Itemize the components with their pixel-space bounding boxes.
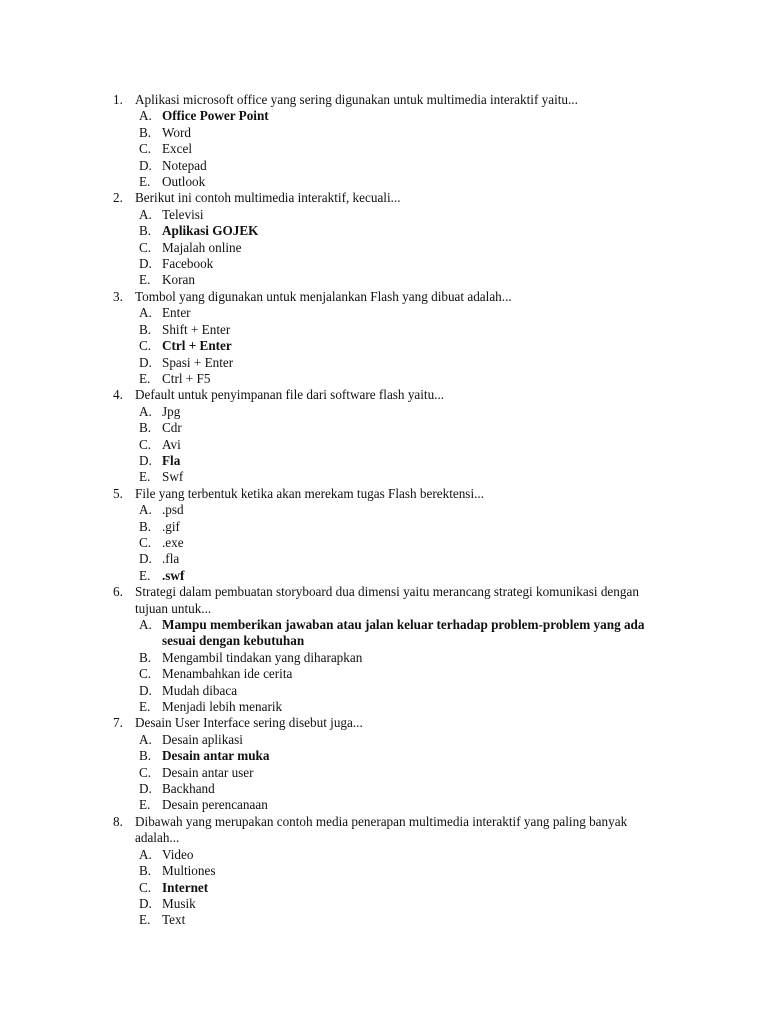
- option-list: [0, 617, 768, 715]
- option-text: Avi: [162, 436, 181, 452]
- option-letter: E.: [139, 699, 151, 715]
- option-text: .fla: [162, 551, 180, 567]
- option-text: Multiones: [162, 863, 216, 879]
- question-3: [0, 289, 768, 387]
- question-6-option-c: [0, 666, 768, 682]
- option-letter: D.: [139, 157, 152, 173]
- option-text: Office Power Point: [162, 108, 269, 124]
- option-letter: C.: [139, 239, 152, 255]
- option-text: Facebook: [162, 256, 214, 272]
- option-letter: B.: [139, 223, 152, 239]
- option-text: Spasi + Enter: [162, 354, 234, 370]
- option-list: [0, 404, 768, 486]
- option-letter: E.: [139, 272, 151, 288]
- question-2-option-b-correct: [0, 223, 768, 239]
- option-text: Notepad: [162, 157, 207, 173]
- option-letter: B.: [139, 321, 152, 337]
- question-7-option-b-correct: [0, 748, 768, 764]
- option-letter: D.: [139, 452, 152, 468]
- option-text: Ctrl + Enter: [162, 338, 232, 354]
- question-7-option-e: [0, 797, 768, 813]
- option-letter: A.: [139, 108, 152, 124]
- question-8: [0, 814, 768, 929]
- question-3-option-c-correct: [0, 338, 768, 354]
- option-text: Desain perencanaan: [162, 797, 268, 813]
- question-7: [0, 715, 768, 813]
- option-letter: E.: [139, 174, 151, 190]
- question-2: [0, 190, 768, 288]
- question-stem: [0, 190, 768, 206]
- question-5-option-a: [0, 502, 768, 518]
- option-text: Fla: [162, 452, 181, 468]
- question-2-option-a: [0, 207, 768, 223]
- option-letter: D.: [139, 895, 152, 911]
- option-text: Desain antar user: [162, 764, 254, 780]
- option-letter: C.: [139, 338, 152, 354]
- option-text: Enter: [162, 305, 191, 321]
- option-list: [0, 207, 768, 289]
- option-text: Word: [162, 124, 191, 140]
- question-text: Strategi dalam pembuatan storyboard dua dimensi yaitu merancang strategi komunikasi dengan tujuan untuk...: [135, 584, 639, 616]
- question-stem: [0, 92, 768, 108]
- option-list: [0, 108, 768, 190]
- question-text: Default untuk penyimpanan file dari software flash yaitu...: [135, 387, 445, 403]
- question-3-option-b: [0, 322, 768, 338]
- option-list: [0, 502, 768, 584]
- option-text: .psd: [162, 502, 184, 518]
- question-3-option-e: [0, 371, 768, 387]
- question-8-option-d: [0, 896, 768, 912]
- option-text: Shift + Enter: [162, 321, 231, 337]
- option-letter: D.: [139, 781, 152, 797]
- question-7-option-d: [0, 781, 768, 797]
- question-3-option-a: [0, 305, 768, 321]
- option-text: Desain antar muka: [162, 748, 270, 764]
- option-text: Swf: [162, 469, 184, 485]
- option-text: Jpg: [162, 403, 181, 419]
- question-number: 4.: [113, 387, 123, 403]
- question-7-option-c: [0, 765, 768, 781]
- question-4-option-e: [0, 469, 768, 485]
- question-4-option-b: [0, 420, 768, 436]
- option-letter: B.: [139, 748, 152, 764]
- option-text: Menambahkan ide cerita: [162, 666, 293, 682]
- option-text: .gif: [162, 518, 180, 534]
- option-text: Outlook: [162, 174, 206, 190]
- option-letter: C.: [139, 666, 152, 682]
- option-letter: E.: [139, 567, 151, 583]
- question-6-option-d: [0, 683, 768, 699]
- question-text: File yang terbentuk ketika akan merekam tugas Flash berektensi...: [135, 485, 484, 501]
- option-letter: C.: [139, 436, 152, 452]
- question-5-option-b: [0, 519, 768, 535]
- option-text: .exe: [162, 534, 184, 550]
- option-text: Aplikasi GOJEK: [162, 223, 259, 239]
- option-text: Cdr: [162, 420, 182, 436]
- option-letter: B.: [139, 124, 152, 140]
- question-4-option-a: [0, 404, 768, 420]
- question-list: [0, 92, 768, 929]
- question-stem: [0, 486, 768, 502]
- question-stem: [0, 584, 768, 617]
- option-letter: E.: [139, 797, 151, 813]
- option-text: Mampu memberikan jawaban atau jalan keluar terhadap problem-problem yang ada sesuai dengan kebutuhan: [162, 617, 645, 649]
- option-letter: A.: [139, 502, 152, 518]
- option-letter: B.: [139, 649, 152, 665]
- option-letter: E.: [139, 469, 151, 485]
- option-letter: D.: [139, 354, 152, 370]
- question-stem: [0, 387, 768, 403]
- option-letter: A.: [139, 731, 152, 747]
- option-letter: A.: [139, 206, 152, 222]
- question-number: 5.: [113, 485, 123, 501]
- option-text: Majalah online: [162, 239, 242, 255]
- option-letter: D.: [139, 256, 152, 272]
- question-number: 1.: [113, 92, 123, 107]
- question-text: Aplikasi microsoft office yang sering digunakan untuk multimedia interaktif yaitu...: [135, 92, 578, 107]
- question-2-option-d: [0, 256, 768, 272]
- option-text: Internet: [162, 879, 209, 895]
- option-text: Ctrl + F5: [162, 370, 211, 386]
- option-letter: E.: [139, 370, 151, 386]
- question-text: Berikut ini contoh multimedia interaktif, kecuali...: [135, 190, 401, 206]
- question-2-option-c: [0, 240, 768, 256]
- option-list: [0, 305, 768, 387]
- option-text: Televisi: [162, 206, 204, 222]
- question-4-option-c: [0, 437, 768, 453]
- question-6-option-a-correct: [0, 617, 768, 650]
- option-text: Backhand: [162, 781, 215, 797]
- option-text: Koran: [162, 272, 195, 288]
- option-text: Excel: [162, 141, 193, 157]
- question-stem: [0, 814, 768, 847]
- question-1-option-e: [0, 174, 768, 190]
- option-letter: C.: [139, 534, 152, 550]
- question-5-option-e-correct: [0, 568, 768, 584]
- question-6-option-b: [0, 650, 768, 666]
- option-letter: A.: [139, 846, 152, 862]
- option-text: Mudah dibaca: [162, 682, 238, 698]
- option-list: [0, 847, 768, 929]
- question-number: 8.: [113, 813, 123, 829]
- question-8-option-b: [0, 863, 768, 879]
- option-text: Menjadi lebih menarik: [162, 699, 283, 715]
- question-number: 6.: [113, 584, 123, 600]
- question-number: 2.: [113, 190, 123, 206]
- question-8-option-c-correct: [0, 880, 768, 896]
- question-1-option-a-correct: [0, 108, 768, 124]
- option-letter: B.: [139, 863, 152, 879]
- question-1-option-b: [0, 125, 768, 141]
- option-letter: B.: [139, 518, 152, 534]
- option-text: Musik: [162, 895, 196, 911]
- option-text: Video: [162, 846, 194, 862]
- question-1: [0, 92, 768, 190]
- question-5-option-d: [0, 551, 768, 567]
- question-6: [0, 584, 768, 715]
- question-1-option-d: [0, 158, 768, 174]
- question-3-option-d: [0, 355, 768, 371]
- question-stem: [0, 715, 768, 731]
- question-6-option-e: [0, 699, 768, 715]
- option-letter: D.: [139, 551, 152, 567]
- option-letter: C.: [139, 141, 152, 157]
- question-1-option-c: [0, 141, 768, 157]
- question-4-option-d-correct: [0, 453, 768, 469]
- option-letter: D.: [139, 682, 152, 698]
- question-5: [0, 486, 768, 584]
- option-letter: C.: [139, 879, 152, 895]
- question-text: Dibawah yang merupakan contoh media penerapan multimedia interaktif yang paling banyak adalah...: [135, 813, 628, 846]
- question-5-option-c: [0, 535, 768, 551]
- question-4: [0, 387, 768, 485]
- option-letter: B.: [139, 420, 152, 436]
- option-letter: A.: [139, 403, 152, 419]
- option-letter: C.: [139, 764, 152, 780]
- question-text: Tombol yang digunakan untuk menjalankan Flash yang dibuat adalah...: [135, 288, 512, 304]
- option-list: [0, 732, 768, 814]
- option-text: Mengambil tindakan yang diharapkan: [162, 649, 363, 665]
- question-number: 3.: [113, 288, 123, 304]
- question-7-option-a: [0, 732, 768, 748]
- question-number: 7.: [113, 715, 123, 731]
- question-8-option-a: [0, 847, 768, 863]
- option-letter: A.: [139, 617, 152, 632]
- question-8-option-e: [0, 912, 768, 928]
- question-stem: [0, 289, 768, 305]
- option-letter: E.: [139, 912, 151, 928]
- question-text: Desain User Interface sering disebut juga...: [135, 715, 363, 731]
- option-text: .swf: [162, 567, 185, 583]
- option-text: Text: [162, 912, 186, 928]
- option-text: Desain aplikasi: [162, 731, 243, 747]
- option-letter: A.: [139, 305, 152, 321]
- question-2-option-e: [0, 272, 768, 288]
